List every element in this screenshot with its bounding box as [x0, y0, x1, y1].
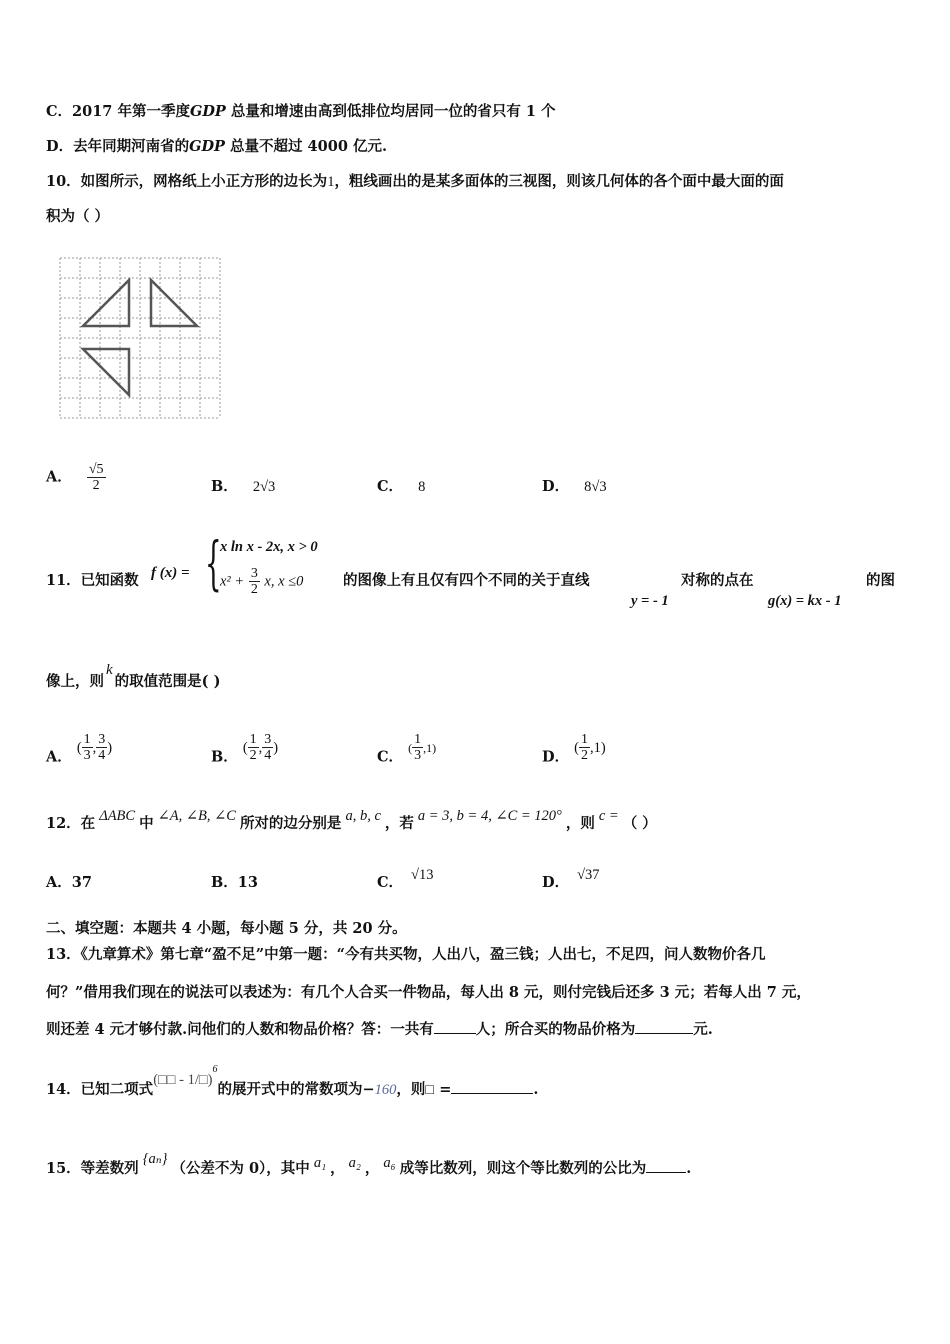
- q15-text-d: .: [686, 1160, 692, 1177]
- q11-text: 11．已知函数: [46, 572, 139, 589]
- option-label: C．: [377, 478, 404, 495]
- q12-text-a: 12．在: [46, 815, 96, 832]
- denominator: 4: [98, 748, 106, 763]
- fraction: [249, 566, 260, 597]
- fraction: [82, 732, 93, 763]
- front-view-triangle: [83, 280, 129, 326]
- q12-option-c[interactable]: [377, 867, 434, 893]
- q10-text-b: ，粗线画出的是某多面体的三视图，则该几何体的各个面中最大面的面: [334, 173, 784, 190]
- piecewise-brace: {: [205, 529, 222, 597]
- comma: ，: [330, 1160, 345, 1177]
- numerator: 3: [250, 566, 258, 581]
- paren: (: [408, 740, 413, 755]
- numerator: 1: [249, 732, 257, 747]
- function-g: g(x) = kx - 1: [768, 593, 842, 609]
- option-value: 2√3: [252, 479, 276, 495]
- angles: ∠A, ∠B, ∠C: [157, 808, 236, 824]
- q11-line2: [46, 662, 221, 692]
- fraction: [579, 732, 590, 763]
- q10-text-line2: 积为（ ）: [46, 208, 110, 225]
- q14-text-b: 的展开式中的常数项为−: [217, 1081, 375, 1098]
- piecewise-case2: [220, 566, 303, 597]
- term-a2: a₂: [348, 1155, 361, 1171]
- paren: ): [107, 739, 113, 756]
- fraction: [412, 732, 423, 763]
- case2-part-b: x, x ≤0: [264, 573, 304, 590]
- denominator: 3: [83, 748, 91, 763]
- denominator: 4: [264, 748, 272, 763]
- q11-option-c[interactable]: [377, 732, 437, 773]
- grid-paper: [58, 256, 222, 420]
- people-count-blank[interactable]: [434, 1033, 476, 1034]
- q10-text-a: 10．如图所示，网格纸上小正方形的边长为: [46, 173, 328, 190]
- side-view-triangle: [151, 280, 197, 326]
- option-label: D．: [542, 874, 570, 891]
- q14-text-a: 14．已知二项式: [46, 1081, 154, 1098]
- sides: a, b, c: [345, 808, 381, 824]
- q12-text-b: 中: [139, 815, 154, 832]
- numerator: 1: [580, 732, 588, 747]
- q13-text-b: 人；所合买的物品价格为: [475, 1021, 636, 1038]
- paren: ): [273, 739, 279, 756]
- option-d-line: [46, 137, 387, 157]
- fraction: [248, 732, 259, 763]
- q13-text-a: 则还差 4 元才够付款.问他们的人数和物品价格？答：一共有: [46, 1021, 434, 1038]
- denominator: 3: [414, 748, 422, 763]
- comma: ,: [258, 739, 263, 756]
- piecewise-case1: x ln x - 2x, x > 0: [220, 539, 318, 555]
- q15-text-c: 成等比数列，则这个等比数列的公比为: [399, 1160, 647, 1177]
- binomial-expression: (□□ - 1/□): [153, 1072, 213, 1088]
- q11-option-b[interactable]: [211, 732, 279, 773]
- q14-text-d: =: [434, 1081, 452, 1098]
- q12-line: [46, 808, 657, 834]
- denominator: 2: [249, 748, 257, 763]
- option-c-line: [46, 102, 556, 122]
- option-value: √13: [411, 867, 434, 883]
- q14-text-c: ，则: [396, 1081, 426, 1098]
- condition: a = 3, b = 4, ∠C = 120°: [417, 808, 562, 824]
- gdp-term: GDP: [189, 138, 225, 155]
- constant-term: 160: [374, 1082, 397, 1098]
- triangle-abc: ΔABC: [99, 808, 136, 824]
- denominator: 2: [92, 478, 100, 493]
- option-label: A．: [46, 748, 72, 766]
- q11-mid-text: 的图像上有且仅有四个不同的关于直线: [343, 572, 590, 589]
- paren-close: ,1): [589, 739, 606, 756]
- q10-one: 1: [327, 174, 335, 190]
- three-view-figure: [58, 256, 222, 420]
- q13-line1: 13．《九章算术》第七章“盈不足”中第一题：“今有共买物，人出八，盈三钱；人出七，不足四，问人数物价各几: [46, 946, 766, 963]
- option-label: D．: [542, 478, 570, 495]
- section-heading: 二、填空题：本题共 4 小题，每小题 5 分，共 20 分。: [46, 920, 407, 937]
- numerator: 3: [264, 732, 272, 747]
- q13-line2: 何？”借用我们现在的说法可以表述为：有几个人合买一件物品，每人出 8 元，则付完钱后还多 3 元；若每人出 7 元，: [46, 984, 811, 1001]
- q10-option-b[interactable]: [211, 477, 275, 497]
- paren: (: [76, 739, 82, 756]
- q11-end-text: 的图: [866, 572, 895, 589]
- variable-k: k: [106, 662, 113, 678]
- q13-text-c: 元.: [693, 1021, 713, 1038]
- option-value: 8: [418, 479, 426, 495]
- option-label: C．: [377, 874, 404, 891]
- fraction: [87, 462, 106, 493]
- option-label: A．: [46, 468, 72, 486]
- q10-option-a[interactable]: [46, 462, 106, 493]
- unknown-variable: □: [425, 1082, 435, 1098]
- option-d-text: D．去年同期河南省的: [46, 138, 190, 155]
- option-value: √37: [577, 867, 600, 883]
- option-label: B．: [211, 478, 238, 495]
- comma: ，: [364, 1160, 380, 1177]
- gdp-term: GDP: [189, 103, 226, 120]
- option-label: B．: [211, 748, 238, 766]
- q11-option-a[interactable]: [46, 732, 113, 773]
- option-label: C．: [377, 748, 404, 766]
- case2-part-a: x² +: [220, 573, 245, 590]
- q14-text-e: .: [533, 1081, 539, 1098]
- option-c-rest: 总量和增速由高到低排位均居同一位的省只有 1 个: [225, 103, 556, 120]
- fraction: [96, 732, 107, 763]
- ratio-blank[interactable]: [646, 1172, 686, 1173]
- q12-text-c: 所对的边分别是: [239, 815, 342, 832]
- option-c-text: C．2017 年第一季度: [46, 103, 190, 120]
- q11-line2-a: 像上，则: [46, 673, 104, 690]
- q12-option-a[interactable]: A．37: [46, 874, 92, 891]
- denominator: 2: [580, 748, 588, 763]
- sequence: {aₙ}: [142, 1151, 168, 1167]
- function-f: f (x) =: [151, 565, 190, 581]
- numerator: √5: [88, 462, 104, 477]
- q15-text-a: 15．等差数列: [46, 1160, 139, 1177]
- q12-text-d: ，若: [384, 815, 414, 832]
- option-label: D．: [542, 748, 570, 766]
- q11-line2-b: 的取值范围是( ): [114, 673, 221, 690]
- option-d-rest: 总量不超过 4000 亿元.: [224, 138, 388, 155]
- paren-close: ,1): [423, 740, 437, 755]
- fraction: [262, 732, 273, 763]
- c-equals: c =: [598, 808, 619, 824]
- q12-text-f: （ ）: [622, 815, 657, 832]
- exponent: 6: [212, 1064, 218, 1075]
- q11-option-d[interactable]: [542, 732, 606, 773]
- q12-option-b[interactable]: B．13: [211, 874, 258, 891]
- comma: ,: [92, 739, 97, 756]
- q10-option-c[interactable]: [377, 477, 425, 497]
- q12-text-e: ，则: [565, 815, 595, 832]
- q15-line: [46, 1151, 692, 1179]
- paren: (: [574, 739, 579, 756]
- answer-blank[interactable]: [451, 1093, 533, 1094]
- q14-line: [46, 1064, 539, 1102]
- top-view-triangle: [83, 349, 129, 395]
- option-value: 8√3: [584, 479, 607, 495]
- q12-option-d[interactable]: [542, 867, 600, 893]
- q10-line2: [46, 207, 109, 227]
- q10-option-d[interactable]: [542, 477, 607, 497]
- paren: (: [242, 739, 248, 756]
- line-equation: y = - 1: [631, 593, 669, 609]
- numerator: 3: [98, 732, 106, 747]
- term-a1: a₁: [313, 1155, 327, 1171]
- term-a6: a₆: [383, 1155, 396, 1171]
- numerator: 1: [83, 732, 91, 747]
- numerator: 1: [414, 732, 422, 747]
- q15-text-b: （公差不为 0），其中: [171, 1160, 310, 1177]
- q10-line1: [46, 172, 784, 192]
- q11-mid2-text: 对称的点在: [681, 572, 754, 589]
- q13-line3: [46, 1020, 713, 1040]
- q11-prefix: [46, 571, 139, 591]
- price-blank[interactable]: [635, 1033, 693, 1034]
- denominator: 2: [250, 582, 258, 597]
